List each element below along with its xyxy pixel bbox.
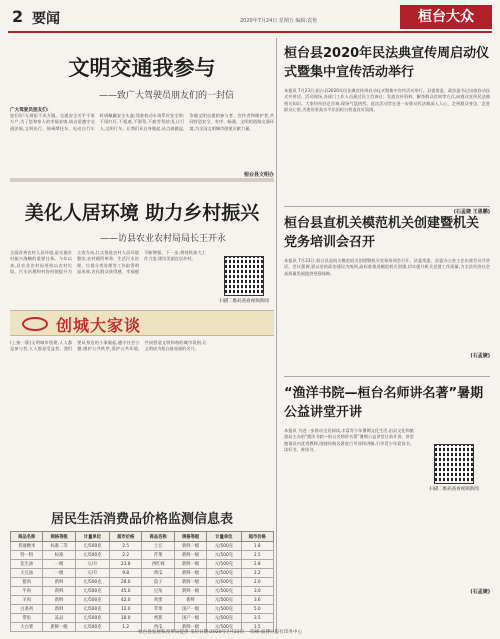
table-cell: 元/500克 [75,596,109,605]
table-row [11,596,274,605]
newspaper-logo: 桓台大众 [400,5,492,29]
table-cell: 元/500克 [75,587,109,596]
banner-title: 创城大家谈 [56,316,142,335]
table-cell: 元/500克 [75,551,109,560]
table-cell: 新鲜一级 [174,551,206,560]
table-cell: 大白菜 [11,623,43,632]
article-title: 美化人居环境 助力乡村振兴 [24,202,260,224]
banner-column-text: (上接一版)文明城市创建,人人都是参与者,人人都是受益者。我们要从身边的小事做起,遵守社会公德,维护公共秩序,爱护公共环境,共同营造文明和谐的城市氛围,让文明成为桓台最亮丽的名片。 [10,340,207,352]
table-cell: 新鲜一级 [174,560,206,569]
table-cell: 新鲜 [43,587,75,596]
article-model-organ [284,214,490,359]
divider [284,206,490,207]
column-divider [276,38,277,633]
qr-caption: 扫描二维码查看视频新闻 [429,487,479,492]
article-signature: 桓台县文明办 [243,172,274,178]
table-cell: 西红柿 [142,560,174,569]
masthead [8,5,492,33]
date-line: 2020年7月24日 星期五 编辑:袁艳 [240,18,318,24]
table-cell: 2.2 [110,551,142,560]
table-row [11,542,274,551]
article-body: 本报讯 7月23日,桓台县直机关模范机关创建暨机关党务培训会召开。县委常委、县委办公室主任出席会议并讲话。会议强调,要以党的政治建设为统领,高标准推进模范机关创建,切实提升机关党建工作质量,为全县经济社会高质量发展提供坚强保障。 [284,258,490,276]
table-cell: 新鲜一级 [43,623,75,632]
table-cell: 3.6 [241,596,273,605]
table-cell: 元/500克 [207,551,241,560]
footer-source [138,629,302,635]
article-civilized-traffic [10,52,274,178]
table-cell: 特一粉 [11,551,43,560]
price-table-title: 居民生活消费品价格监测信息表 [50,512,233,527]
table-header-cell: 计量单位 [75,532,109,542]
table-cell: 标准 [43,551,75,560]
table-cell: 普通粳米 [11,542,43,551]
column-banner [10,310,274,336]
table-cell: 元/500克 [75,578,109,587]
article-headline: 桓台县直机关模范机关创建暨机关党务培训会召开 [284,216,480,250]
table-cell: 国产一级 [174,605,206,614]
table-row [11,551,274,560]
table-row [11,605,274,614]
qr-caption: 扫描二维码查看视频新闻 [219,299,269,304]
table-cell: 一级 [43,569,75,578]
article-credit: (石孟婕) [470,589,490,595]
table-header-cell: 超市价格 [110,532,142,542]
table-cell: 28.0 [110,578,142,587]
table-cell: 2.5 [241,551,273,560]
left-column [10,38,274,630]
table-cell: 23.8 [110,560,142,569]
table-cell: 3.0 [241,587,273,596]
table-cell: 冻品 [43,614,75,623]
article-credit: (石孟婕) [470,353,490,359]
table-cell: 新鲜一级 [174,542,206,551]
article-headline: “渔洋书院—桓台名师讲名著”暑期公益讲堂开讲 [284,386,484,420]
section-divider [10,178,274,182]
table-header-cell: 超市价格 [241,532,273,542]
article-headline: 桓台县2020年民法典宣传周启动仪式暨集中宣传活动举行 [284,46,490,80]
table-cell: 元/升 [75,569,109,578]
table-cell: 大豆油 [11,569,43,578]
price-monitor [10,508,274,632]
qr-block [420,444,488,492]
table-cell: 西瓜 [142,623,174,632]
table-cell: 标准二等 [43,542,75,551]
table-cell: 2.5 [110,542,142,551]
article-body: 全面改善农村人居环境,是实施乡村振兴战略的重要任务。今年以来,县农业农村局坚持以农村垃圾、污水治理和村容村貌提升为主攻方向,扎实推进农村人居环境整治,农村厕所革命、生活污水治理、垃圾分类处理等工作取得明显成效,农民群众获得感、幸福感不断增强。下一步,将持续加大工作力度,建设美丽宜居乡村。 [10,250,206,275]
right-column [280,38,492,628]
table-row [11,578,274,587]
table-cell: 花生油 [11,560,43,569]
table-cell: 元/500克 [207,578,241,587]
table-row [11,587,274,596]
table-cell: 新鲜 [43,578,75,587]
table-cell: 元/500克 [207,623,241,632]
table-header-cell: 计量单位 [207,532,241,542]
table-cell: 苹果 [142,605,174,614]
banner-emblem-icon [22,317,48,331]
table-cell: 牛肉 [11,587,43,596]
table-cell: 新鲜一级 [174,587,206,596]
table-cell: 羊肉 [11,596,43,605]
table-cell: 元/500克 [207,614,241,623]
table-cell: 2.8 [241,560,273,569]
qr-code-icon[interactable] [224,256,264,296]
table-cell: 元/500克 [75,605,109,614]
table-row [11,560,274,569]
table-cell: 豆角 [142,587,174,596]
table-cell: 42.0 [110,596,142,605]
table-header-cell: 商品名称 [11,532,43,542]
table-cell: 茄子 [142,578,174,587]
table-cell: 元/升 [75,560,109,569]
table-cell: 香蕉 [142,614,174,623]
table-cell: 新鲜一级 [174,569,206,578]
table-row [11,614,274,623]
table-cell: 3.5 [241,614,273,623]
table-cell: 新鲜 [174,596,206,605]
price-table [10,531,274,632]
table-cell: 元/500克 [207,542,241,551]
table-cell: 鸡蛋 [142,596,174,605]
qr-code-icon[interactable] [434,444,474,484]
divider [284,376,490,377]
article-subtitle: ——访县农业农村局局长王开永 [99,234,226,244]
article-body: 本报讯 7月23日,桓台县2020年民法典宣传周启动仪式暨集中宣传活动举行。县委常委、政法委书记出席启动仪式并讲话。活动现场,各部门工作人员通过设立咨询台、发放宣传资料、解答群众咨询等方式,向群众宣传民法典相关知识。大家纷纷驻足咨询,现场气氛热烈。此次活动旨在进一步推动民法典深入人心、走到群众身边、走进群众心里,为建设更高水平法治桓台营造良好氛围。 [284,88,490,113]
section-name: 要闻 [32,11,60,27]
price-footnote: 桓台县发展和改革局提供 采价日期:2020年7月23日 [138,630,245,635]
table-cell: 新鲜一级 [174,578,206,587]
table-cell: 18.0 [110,614,142,623]
table-cell: 元/500克 [75,614,109,623]
article-title: 文明交通我参与 [68,55,216,80]
table-cell: 元/500克 [75,542,109,551]
table-cell: 1.2 [110,623,142,632]
page-number: 2 [12,7,24,26]
table-header-cell: 规格等级 [174,532,206,542]
article-civil-code [284,44,490,215]
table-cell: 带鱼 [11,614,43,623]
table-cell: 新鲜 [43,596,75,605]
article-body: 本报讯 为进一步推动全民阅读,丰富青少年暑期文化生活,由县文化和旅游局主办的“渔洋书院—桓台名师讲名著”暑期公益讲堂日前开讲。讲堂邀请县内优秀教师,围绕经典名著进行导读和讲解,引导青少年爱读书、读好书、善读书。 [284,428,414,453]
table-cell: 白条鸡 [11,605,43,614]
table-cell: 国产一级 [174,614,206,623]
table-cell: 猪肉 [11,578,43,587]
table-cell: 新鲜 [43,605,75,614]
table-cell: 元/500克 [207,569,241,578]
table-cell: 芹菜 [142,551,174,560]
table-cell: 元/500克 [207,596,241,605]
table-cell: 元/500克 [207,605,241,614]
table-header-cell: 商品名称 [142,532,174,542]
table-cell: 2.2 [241,569,273,578]
table-cell: 5.0 [241,605,273,614]
table-cell: 9.8 [110,569,142,578]
greeting: 广大驾驶员朋友们: [10,108,49,113]
table-cell: 12.0 [110,605,142,614]
table-cell: 元/500克 [207,587,241,596]
article-public-lecture [284,384,490,595]
table-cell: 土豆 [142,542,174,551]
table-cell: 新鲜一级 [174,623,206,632]
table-cell: 1.5 [241,623,273,632]
article-credit: (石孟婕 王恩鹏) [453,209,490,215]
article-body: 您们好!无规矩不成方圆。交通安全关乎千家万户,为了您和家人的幸福安康,请自觉遵守交通法规,文明出行。骑乘摩托车、电动自行车时请佩戴安全头盔;驾驶机动车请系好安全带;不闯红灯,不超速,不酒驾,不疲劳驾驶;礼让行人,文明行车。让我们从自身做起,从点滴做起,争做文明交通的参与者、宣传者和维护者,共同营造安全、有序、畅通、文明的道路交通环境,为全国文明城市创建贡献力量。 [10,113,274,131]
table-cell: 1.8 [241,542,273,551]
qr-block [216,256,272,304]
table-row [11,569,274,578]
print-footer: 印刷:淄博日报社印务中心 [250,630,303,635]
table-cell: 元/500克 [207,560,241,569]
table-cell: 一级 [43,560,75,569]
table-cell: 元/500克 [75,623,109,632]
table-cell: 2.0 [241,578,273,587]
table-cell: 45.0 [110,587,142,596]
article-subtitle: ——致广大驾驶员朋友们的一封信 [98,91,234,101]
table-cell: 黄瓜 [142,569,174,578]
table-header-cell: 规格等级 [43,532,75,542]
